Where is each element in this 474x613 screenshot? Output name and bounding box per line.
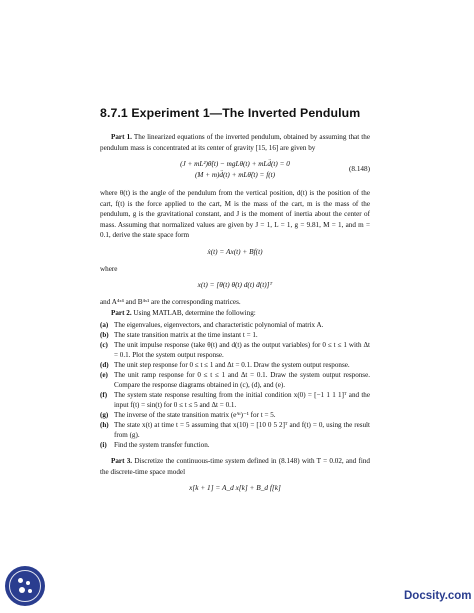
part3-paragraph — [100, 456, 370, 477]
list-item — [100, 410, 370, 420]
item-text: The eigenvalues, eigenvectors, and characteristic polynomial of matrix A. — [114, 321, 324, 329]
matrices-text: and A⁴ˣ⁴ and B⁴ˣ¹ are the corresponding matrices. — [100, 298, 241, 306]
state-vector-definition: x(t) = [θ(t) θ̇(t) d(t) ḋ(t)]ᵀ — [197, 280, 273, 289]
equation-line-1: (J + mL²)θ̈(t) − mgLθ(t) + mLd̈(t) = 0 — [180, 160, 290, 168]
part2-paragraph — [100, 308, 370, 319]
part1-label: Part 1. — [111, 133, 132, 141]
item-text: The state x(t) at time t = 5 assuming that x(10) = [10 0 5 2]ᵀ and f(t) = 0, using the result from (g). — [114, 421, 370, 439]
equation-line-2: (M + m)d̈(t) + mLθ̈(t) = f(t) — [195, 171, 275, 179]
part2-task-list — [100, 320, 370, 450]
part1-paragraph — [100, 132, 370, 153]
item-label: (g) — [100, 411, 109, 419]
equation-number: (8.148) — [349, 165, 370, 173]
list-item — [100, 330, 370, 340]
list-item — [100, 360, 370, 370]
page-content — [100, 106, 370, 500]
item-label: (b) — [100, 331, 109, 339]
docsity-brand-text[interactable]: Docsity.com — [404, 590, 472, 602]
item-label: (e) — [100, 371, 108, 379]
item-text: Find the system transfer function. — [114, 441, 210, 449]
where-text: where — [100, 264, 118, 273]
equation-8-148 — [100, 159, 370, 181]
item-label: (i) — [100, 441, 107, 449]
list-item — [100, 420, 370, 440]
logo-dot — [28, 589, 32, 593]
part3-intro: Discretize the continuous-time system defined in (8.148) with T = 0.02, and find the discrete-time space model — [100, 457, 370, 476]
list-item — [100, 390, 370, 410]
discrete-model-equation: x[k + 1] = A_d x[k] + B_d f[k] — [189, 483, 281, 492]
logo-dot — [19, 587, 25, 593]
list-item — [100, 370, 370, 390]
logo-ring — [9, 570, 41, 602]
state-space-equation: ẋ(t) = Ax(t) + Bf(t) — [207, 246, 263, 256]
item-label: (h) — [100, 421, 109, 429]
item-text: The system state response resulting from the initial condition x(0) = [−1 1 1 1]ᵀ and the input f(t) = sin(t) for 0 ≤ t ≤ 5 and Δt = 0.1. — [114, 391, 370, 409]
item-label: (c) — [100, 341, 108, 349]
part2-intro: Using MATLAB, determine the following: — [133, 308, 256, 317]
docsity-logo-icon — [5, 566, 45, 606]
item-text: The unit step response for 0 ≤ t ≤ 1 and Δt = 0.1. Draw the system output response. — [114, 361, 350, 369]
list-item — [100, 340, 370, 360]
item-text: The unit ramp response for 0 ≤ t ≤ 1 and Δt = 0.1. Draw the system output response. Compare the response diagrams obtained in (c), (d), and (e). — [114, 371, 370, 389]
item-label: (a) — [100, 321, 109, 329]
part1-intro: The linearized equations of the inverted pendulum, obtained by assuming that the pendulum mass is concentrated at its center of gravity [15, 16] are given by — [100, 133, 370, 152]
list-item — [100, 320, 370, 330]
item-text: The state transition matrix at the time instant t = 1. — [114, 331, 258, 339]
item-text: The unit impulse response (take θ(t) and d(t) as the output variables) for 0 ≤ t ≤ 1 with Δt = 0.1. Plot the system output response. — [114, 341, 370, 359]
item-label: (d) — [100, 361, 109, 369]
logo-dot — [18, 578, 23, 583]
list-item — [100, 440, 370, 450]
part3-label: Part 3. — [111, 457, 133, 465]
item-label: (f) — [100, 391, 108, 399]
section-title: 8.7.1 Experiment 1—The Inverted Pendulum — [100, 106, 361, 120]
part1-description: where θ(t) is the angle of the pendulum from the vertical position, d(t) is the position of the cart, f(t) is the force applied to the cart, M is the mass of the cart, m is the mass of the pendulum, g is the gravitational constant, and J is the moment of inertia about the center of mass. Assuming that normalized values are given by J = 1, L = 1, g = 9.81, M = 1, and m = 0.1, derive the state space form — [100, 189, 370, 239]
item-text: The inverse of the state transition matrix (eᴬᵗ)⁻¹ for t = 5. — [114, 411, 276, 419]
part2-label: Part 2. — [111, 308, 132, 317]
logo-dot — [26, 581, 30, 585]
